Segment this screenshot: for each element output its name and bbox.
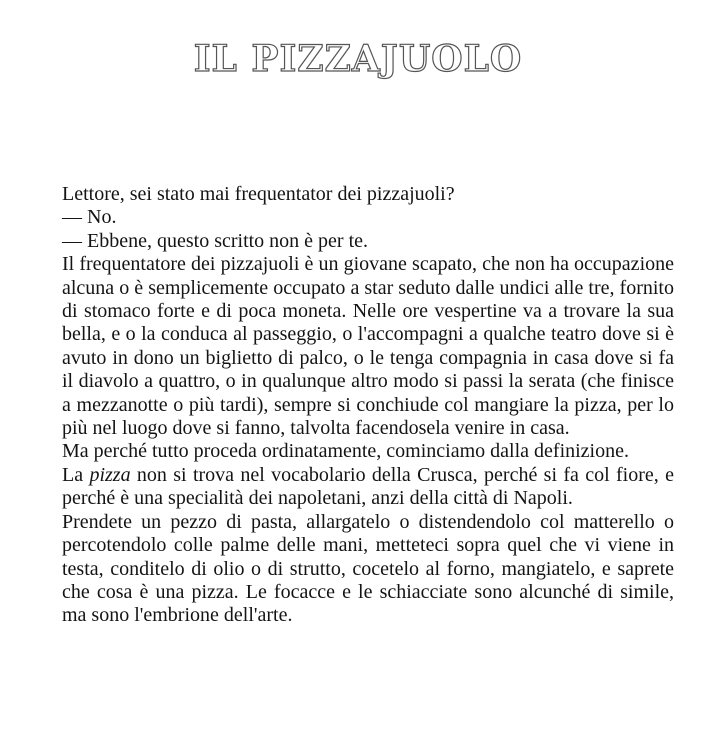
paragraph-definizione: Ma perché tutto proceda ordinatamente, cominciamo dalla definizione. [62, 440, 629, 463]
paragraph-ricetta: Prendete un pezzo di pasta, allargatelo o distendendolo col matterello o percotendolo colle palme delle mani, metteteci sopra quel che vi viene in testa, conditelo di olio o di strutto, cocetelo al forno, mangiatelo, e saprete che cosa è una pizza. Le focacce e le schiacciate sono alcunché di simile, ma sono l'embrione dell'arte. [62, 510, 674, 627]
pizza-emphasis: pizza [89, 463, 131, 486]
dialogue-answer: — No. [62, 206, 117, 229]
paragraph-crusca [62, 464, 674, 511]
dialogue-reply: — Ebbene, questo scritto non è per te. [62, 229, 369, 252]
paragraph-crusca-before: La [62, 463, 90, 486]
dialogue-question: Lettore, sei stato mai frequentator dei pizzajuoli? [62, 183, 455, 205]
chapter-title: IL PIZZAJUOLO [193, 38, 523, 80]
chapter-body [62, 183, 674, 628]
paragraph-crusca-after: non si trova nel vocabolario della Crusca, perché si fa col fiore, e perché è una specialità dei napoletani, anzi della città di Napoli. [62, 463, 674, 510]
paragraph-frequentatore: Il frequentatore dei pizzajuoli è un giovane scapato, che non ha occupazione alcuna o è semplicemente occupato a star seduto dalle undici alle tre, fornito di stomaco forte e di poca moneta. Nelle ore vespertine va a trovare la sua bella, e o la conduca al passeggio, o l'accompagni a qualche teatro dove si è avuto in dono un biglietto di palco, o le tenga compagnia in casa dove si fa il diavolo a quattro, o in qualunque altro modo si passi la serata (che finisce a mezzanotte o più tardi), sempre si conchiude col mangiare la pizza, per lo più nel luogo dove si fanno, talvolta facendosela venire in casa. [62, 253, 674, 440]
